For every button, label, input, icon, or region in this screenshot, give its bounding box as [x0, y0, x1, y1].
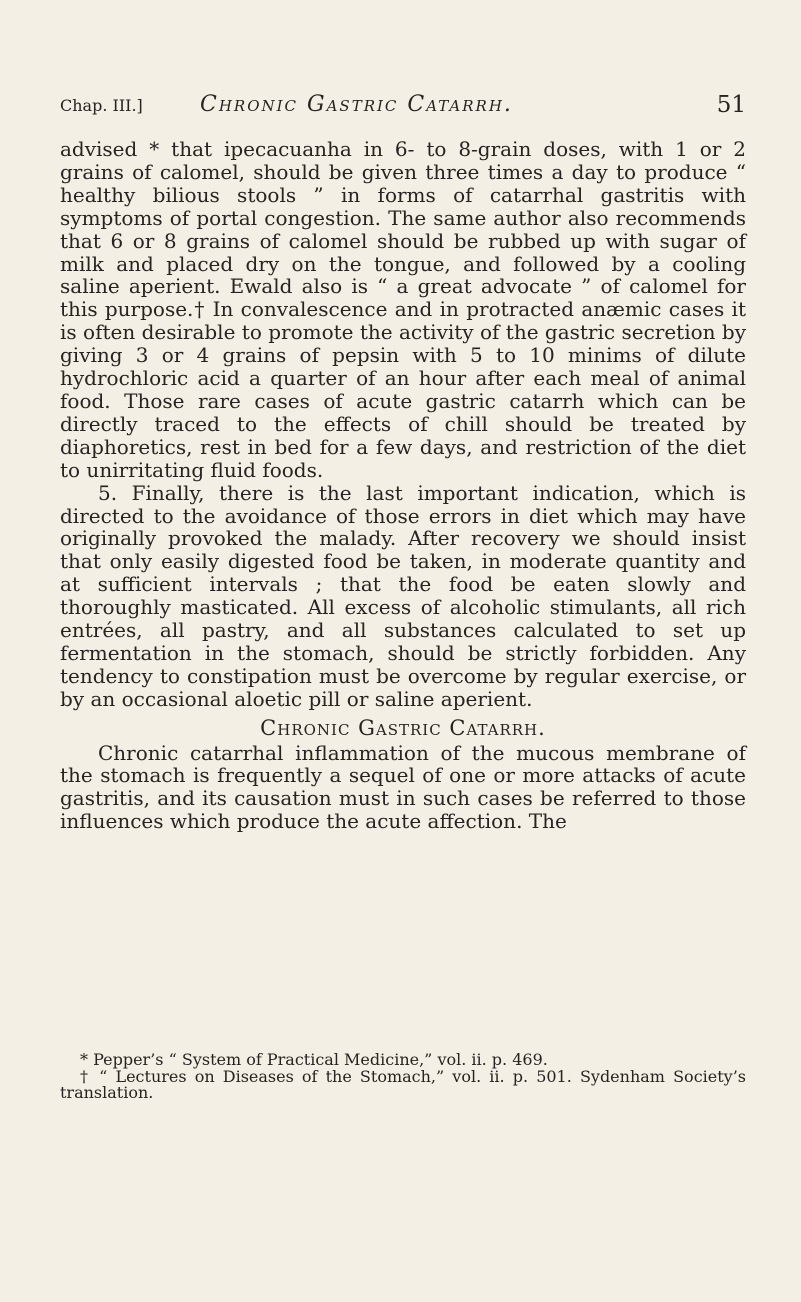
section-heading: Chronic Gastric Catarrh.: [260, 715, 546, 740]
section-paragraph: Chronic catarrhal inflammation of the mucous membrane of the stomach is frequently a sequel of one or more attacks of acute gastritis, and its causation must in such cases be referred to those influences which produce the acute affection. The: [60, 740, 746, 834]
paragraph-continuation: advised * that ipecacuanha in 6- to 8-grain doses, with 1 or 2 grains of calomel, should be given three times a day to produce “ healthy bilious stools ” in forms of catarrhal gastritis with symptoms of portal congestion. The same author also recommends that 6 or 8 grains of calomel should be rubbed up with sugar of milk and placed dry on the tongue, and followed by a cooling saline aperient. Ewald also is “ a great advocate ” of calomel for this purpose.† In convalescence and in protracted anæmic cases it is often desirable to promote the activity of the gastric secretion by giving 3 or 4 grains of pepsin with 5 to 10 minims of dilute hydrochloric acid a quarter of an hour after each meal of animal food. Those rare cases of acute gastric catarrh which can be directly traced to the effects of chill should be treated by diaphoretics, rest in bed for a few days, and restriction of the diet to unirritating fluid foods.: [60, 137, 746, 482]
chapter-label: Chap. III.]: [60, 96, 143, 115]
page-number: 51: [716, 92, 746, 118]
footnote-1: * Pepper’s “ System of Practical Medicine,” vol. ii. p. 469.: [80, 1050, 548, 1069]
paragraph-indication-5: 5. Finally, there is the last important indication, which is directed to the avoidance of those errors in diet which may have originally provoked the malady. After recovery we should insist that only easily digested food be taken, in moderate quantity and at sufficient intervals ; that the food be eaten slowly and thoroughly masticated. All excess of alcoholic stimulants, all rich entrées, all pastry, and all substances calculated to set up fermentation in the stomach, should be strictly forbidden. Any tendency to constipation must be overcome by regular exercise, or by an occasional aloetic pill or saline aperient.: [60, 480, 746, 711]
footnote-2: † “ Lectures on Diseases of the Stomach,” vol. ii. p. 501. Sydenham Society’s translation.: [60, 1066, 746, 1102]
body-text: [60, 138, 746, 833]
running-head: [60, 92, 746, 122]
running-title: Chronic Gastric Catarrh.: [200, 92, 513, 117]
footnotes: [60, 1052, 746, 1102]
